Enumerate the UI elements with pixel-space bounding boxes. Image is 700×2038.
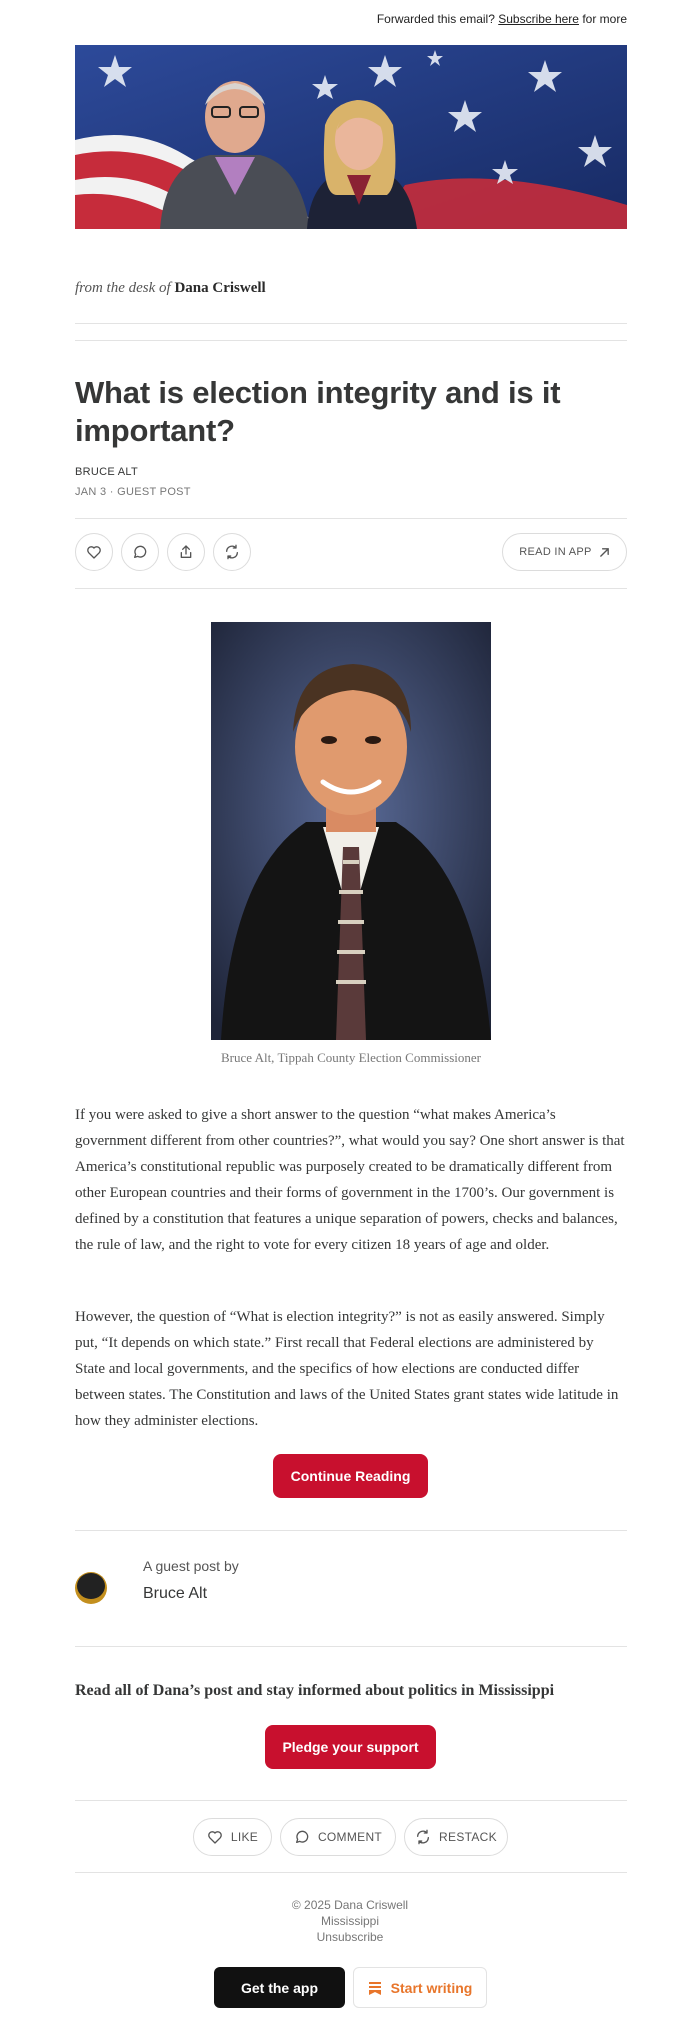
pledge-support-button[interactable]: Pledge your support <box>265 1725 436 1769</box>
comment-pill-button[interactable] <box>280 1818 396 1856</box>
heart-icon <box>207 1829 223 1845</box>
divider <box>75 1872 627 1873</box>
share-button[interactable] <box>167 533 205 571</box>
comment-button[interactable] <box>121 533 159 571</box>
post-title[interactable]: What is election integrity and is it important? <box>75 375 561 448</box>
heart-icon <box>86 544 102 560</box>
copyright-text: © 2025 Dana Criswell <box>291 1898 409 1912</box>
desk-name: Dana Criswell <box>174 280 266 296</box>
footer-action-row <box>0 1818 700 1856</box>
divider <box>75 1646 627 1647</box>
divider <box>75 1800 627 1801</box>
footer-info <box>0 1897 700 1945</box>
restack-label: RESTACK <box>439 1830 497 1844</box>
post-author[interactable]: BRUCE ALT <box>75 466 139 478</box>
start-writing-label: Start writing <box>390 1979 473 1996</box>
author-portrait-image[interactable] <box>211 622 491 1040</box>
subscribe-link[interactable]: Subscribe here <box>498 12 579 26</box>
subscribe-prompt: Read all of Dana’s post and stay informed about politics in Mississippi <box>75 1682 555 1699</box>
restack-pill-button[interactable] <box>404 1818 508 1856</box>
forward-note-prefix: Forwarded this email? <box>376 12 495 26</box>
divider <box>75 340 627 341</box>
body-paragraph-1: If you were asked to give a short answer to the question “what makes America’s government different from other countries?”, what would you say? One short answer is that America’s constitutional republic was purposely created to be dramatically different from other European countries and their forms of government in the 1700’s. Our government is defined by a constitution that features a unique separation of powers, checks and balances, the rule of law, and the right to vote for every citizen 18 years of age and older. <box>75 1107 625 1253</box>
divider <box>75 1530 627 1531</box>
like-label: LIKE <box>230 1830 259 1844</box>
start-writing-button[interactable] <box>353 1967 487 2008</box>
location-text: Mississippi <box>320 1914 379 1928</box>
restack-button[interactable] <box>213 533 251 571</box>
continue-reading-button[interactable]: Continue Reading <box>273 1454 428 1498</box>
divider <box>75 588 627 589</box>
header-banner-image[interactable] <box>75 45 627 229</box>
forward-note-suffix: for more <box>582 12 627 26</box>
arrow-up-right-icon <box>599 547 610 558</box>
guest-author-name[interactable]: Bruce Alt <box>143 1585 208 1602</box>
get-the-app-button[interactable]: Get the app <box>214 1967 345 2008</box>
unsubscribe-link[interactable]: Unsubscribe <box>316 1930 384 1944</box>
post-action-row <box>75 533 627 573</box>
share-icon <box>178 544 194 560</box>
divider <box>75 323 627 324</box>
divider <box>75 518 627 519</box>
post-meta: JAN 3 · GUEST POST <box>75 486 191 498</box>
flag-couple-illustration <box>75 45 627 229</box>
substack-logo-icon <box>368 1981 382 1995</box>
forward-note <box>377 12 627 26</box>
body-paragraph-2: However, the question of “What is election integrity?” is not as easily answered. Simply put, “It depends on which state.” First recall that Federal elections are administered by State and local governments, and the specifics of how elections are conducted differ between states. The Constitution and laws of the United States grant states wide latitude in how they administer elections. <box>75 1309 619 1429</box>
read-in-app-label: READ IN APP <box>519 546 592 558</box>
portrait-illustration <box>211 622 491 1040</box>
read-in-app-button[interactable] <box>502 533 627 571</box>
from-the-desk <box>75 280 627 297</box>
desk-prefix: from the desk of <box>75 280 171 296</box>
restack-icon <box>415 1829 431 1845</box>
photo-caption: Bruce Alt, Tippah County Election Commissioner <box>221 1050 481 1065</box>
comment-label: COMMENT <box>317 1830 383 1844</box>
restack-icon <box>224 544 240 560</box>
like-button[interactable] <box>75 533 113 571</box>
avatar[interactable] <box>75 1572 107 1604</box>
guest-post-label: A guest post by <box>143 1558 239 1574</box>
like-pill-button[interactable] <box>193 1818 272 1856</box>
guest-post-byline[interactable] <box>75 1538 627 1638</box>
comment-icon <box>294 1829 310 1845</box>
comment-icon <box>132 544 148 560</box>
